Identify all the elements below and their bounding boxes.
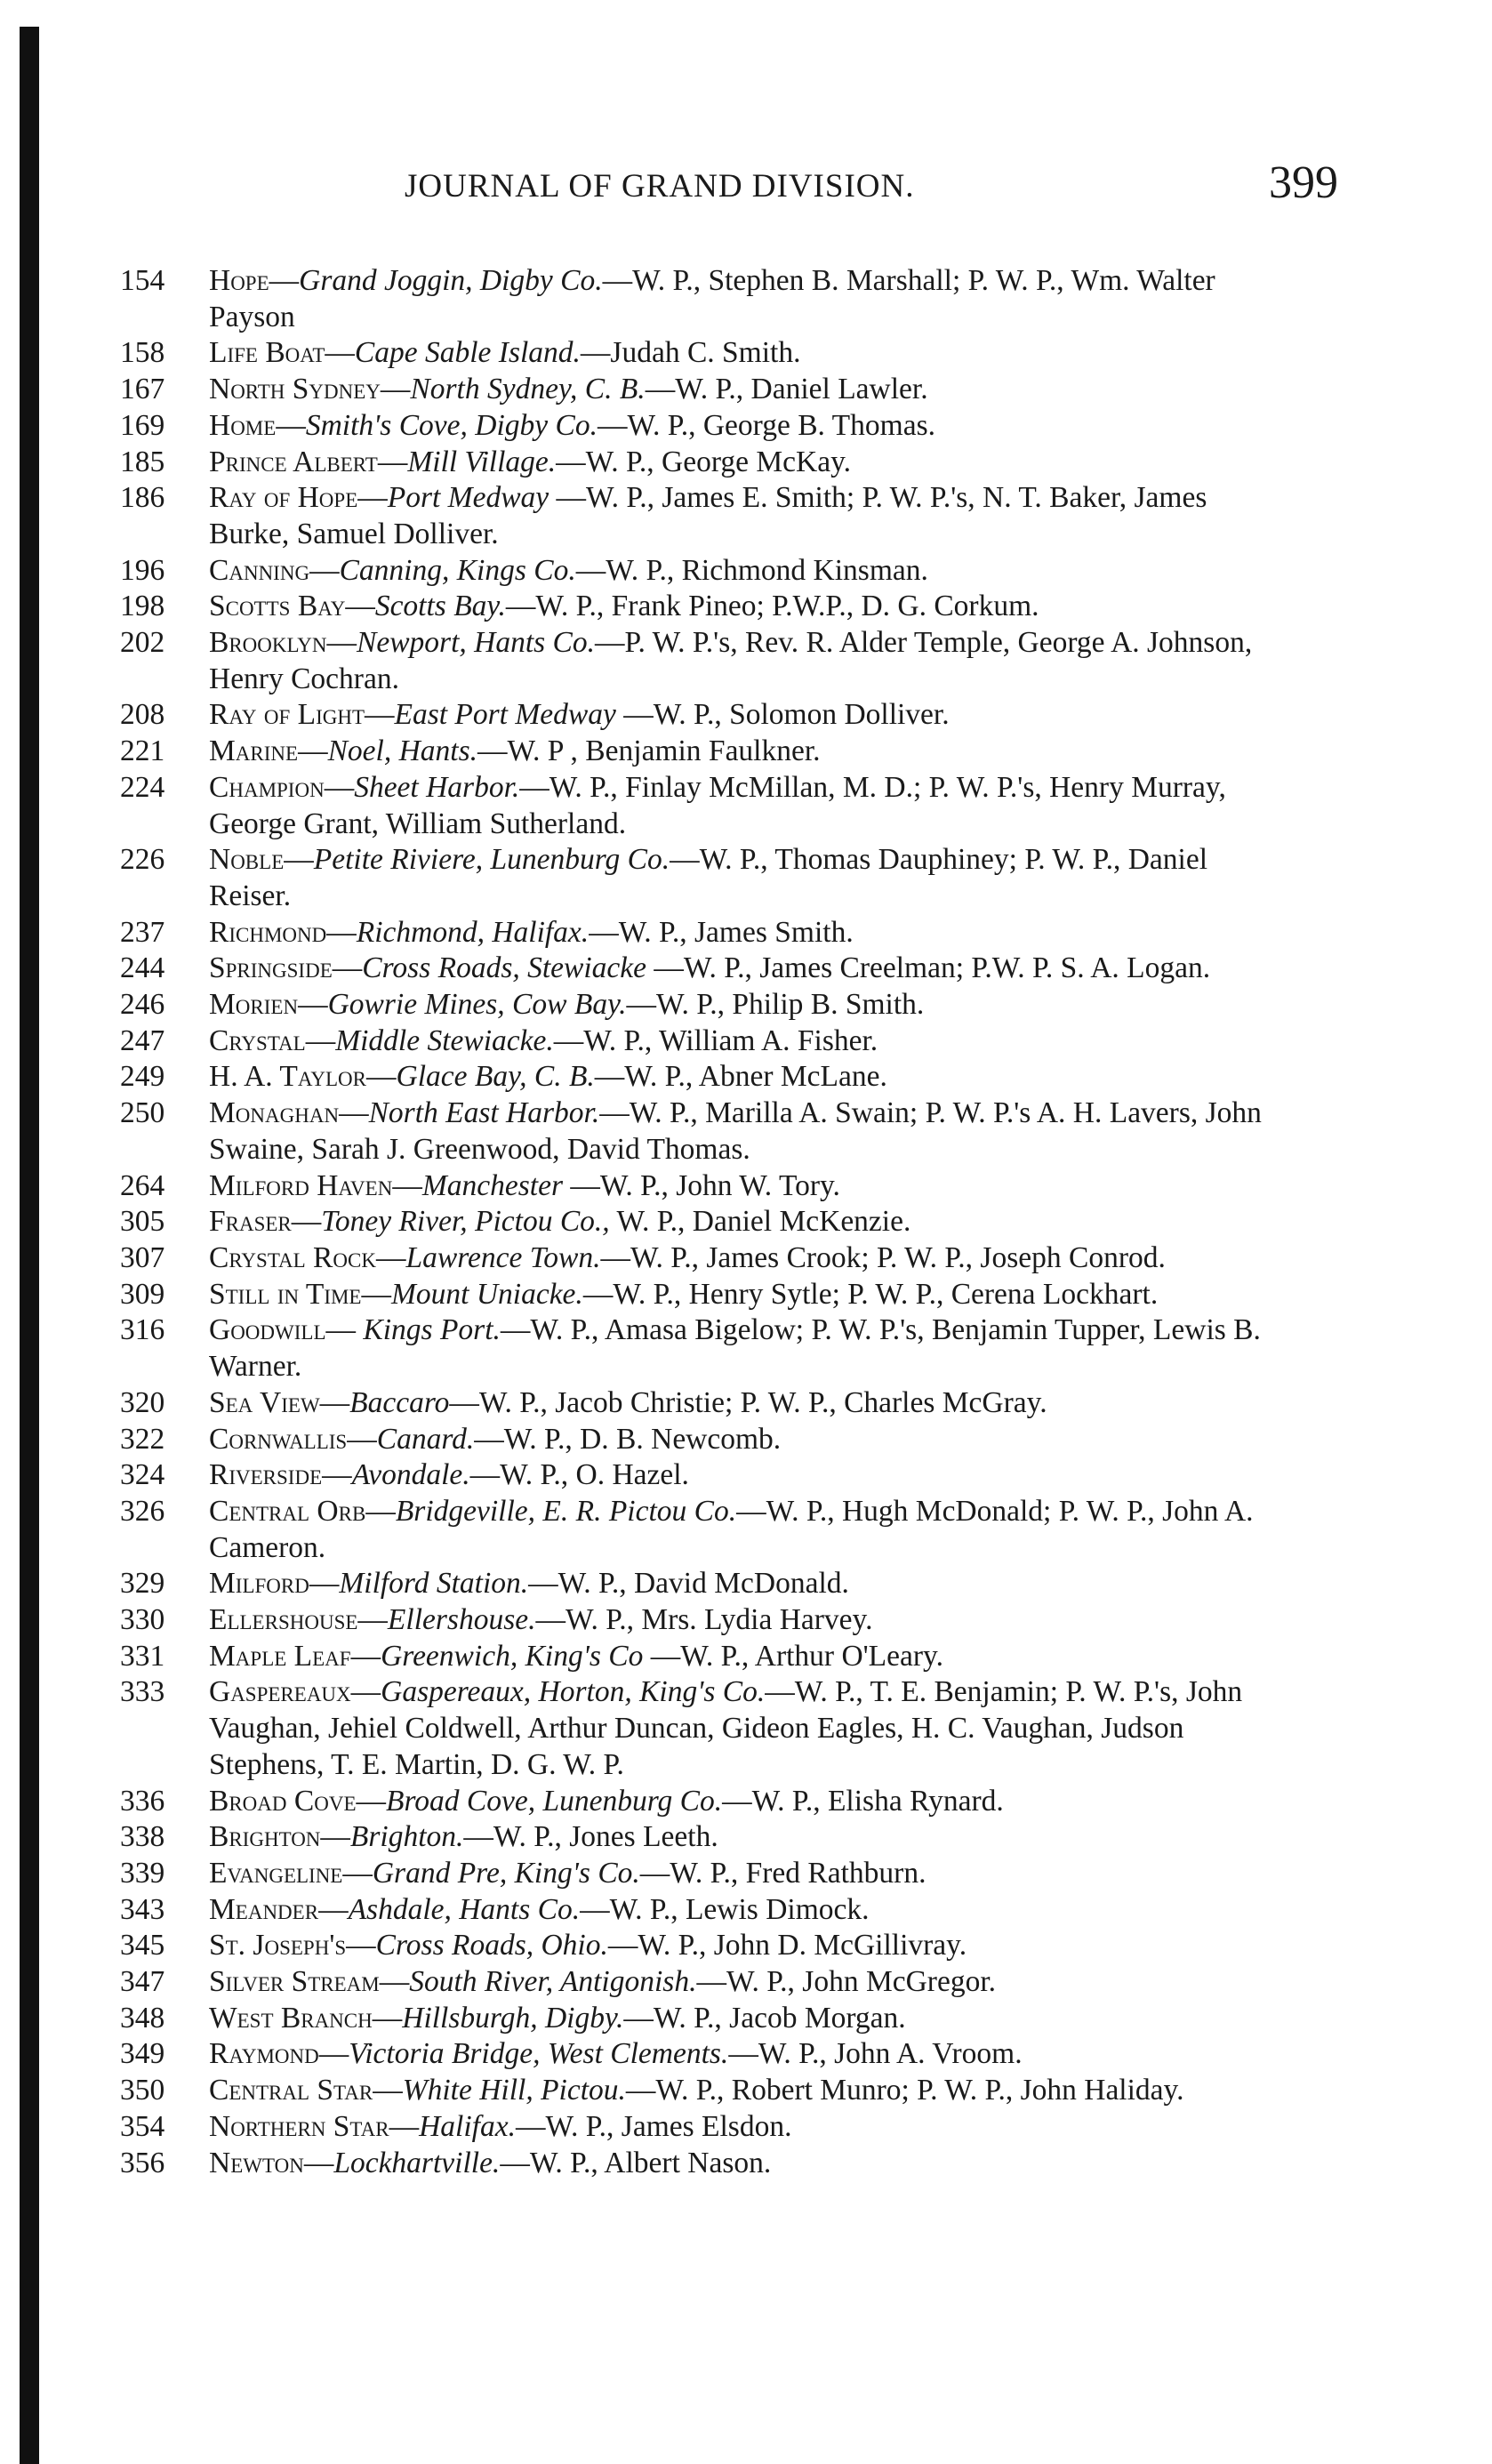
lodge-location: South River, Antigonish. (409, 1965, 697, 1999)
lodge-officers: —W. P., Finlay McMillan, M. D.; P. W. P.'s, Henry Murray, George Grant, William Sutherland. (209, 770, 1226, 840)
lodge-number: 331 (120, 1639, 165, 1673)
lodge-entry: 186 Ray of Hope—Port Medway —W. P., James E. Smith; P. W. P.'s, N. T. Baker, James Burke, Samuel Dolliver. (120, 481, 1207, 550)
lodge-entry: 250 Monaghan—North East Harbor.—W. P., Marilla A. Swain; P. W. P.'s A. H. Lavers, John Swaine, Sarah J. Greenwood, David Thomas. (120, 1096, 1262, 1166)
lodge-entry: 224 Champion—Sheet Harbor.—W. P., Finlay McMillan, M. D.; P. W. P.'s, Henry Murray, George Grant, William Sutherland. (120, 770, 1226, 840)
lodge-officers: —W. P., James Smith. (589, 915, 854, 949)
lodge-name: Raymond (209, 2037, 319, 2071)
lodge-entry: 324 Riverside—Avondale.—W. P., O. Hazel. (120, 1457, 1294, 1494)
lodge-name: Milford (209, 1567, 309, 1601)
lodge-name: St. Joseph's (209, 1929, 347, 1962)
lodge-officers: —W. P., Albert Nason. (500, 2146, 772, 2179)
lodge-name: Central Star (209, 2074, 373, 2107)
lodge-officers: —W. P., George McKay. (556, 445, 852, 478)
lodge-entry: 350 Central Star—White Hill, Pictou.—W. P., Robert Munro; P. W. P., John Haliday. (120, 2073, 1294, 2109)
lodge-entry: 185 Prince Albert—Mill Village.—W. P., George McKay. (120, 445, 1294, 481)
lodge-location: Lawrence Town. (405, 1240, 601, 1274)
lodge-number: 185 (120, 445, 165, 478)
lodge-officers: —W. P., Stephen B. Marshall; P. W. P., Wm. Walter Payson (209, 264, 1215, 333)
lodge-officers: —W. P., Jones Leeth. (463, 1820, 718, 1854)
lodge-officers: —W. P., Daniel Lawler. (645, 373, 928, 406)
lodge-entry: 330 Ellershouse—Ellershouse.—W. P., Mrs. Lydia Harvey. (120, 1602, 1294, 1639)
lodge-officers: —W. P., William A. Fisher. (553, 1023, 878, 1057)
lodge-entry: 354 Northern Star—Halifax.—W. P., James Elsdon. (120, 2109, 1294, 2146)
lodge-location: Cape Sable Island. (354, 336, 581, 370)
lodge-officers: —W. P., John McGregor. (696, 1965, 997, 1999)
lodge-name: Ellershouse (209, 1603, 358, 1637)
lodge-entry: 226 Noble—Petite Riviere, Lunenburg Co.—W. P., Thomas Dauphiney; P. W. P., Daniel Reiser. (120, 843, 1208, 912)
lodge-entry: 331 Maple Leaf—Greenwich, King's Co —W. P., Arthur O'Leary. (120, 1639, 1294, 1675)
lodge-name: Hope (209, 264, 269, 297)
lodge-number: 338 (120, 1820, 165, 1854)
lodge-entry: 221 Marine—Noel, Hants.—W. P , Benjamin Faulkner. (120, 734, 1294, 770)
lodge-entry: 329 Milford—Milford Station.—W. P., David McDonald. (120, 1566, 1294, 1602)
lodge-location: East Port Medway (394, 698, 616, 732)
lodge-name: Meander (209, 1892, 319, 1926)
lodge-entry: 336 Broad Cove—Broad Cove, Lunenburg Co.—W. P., Elisha Rynard. (120, 1784, 1294, 1820)
lodge-officers: —W. P., Amasa Bigelow; P. W. P.'s, Benjamin Tupper, Lewis B. Warner. (209, 1313, 1261, 1384)
lodge-number: 324 (120, 1458, 165, 1492)
lodge-name: Milford Haven (209, 1168, 393, 1202)
lodge-number: 330 (120, 1603, 165, 1637)
lodge-location: Newport, Hants Co. (356, 626, 596, 660)
lodge-location: White Hill, Pictou. (402, 2074, 626, 2107)
lodge-location: Mount Uniacke. (390, 1277, 583, 1311)
lodge-location: Broad Cove, Lunenburg Co. (386, 1784, 723, 1818)
lodge-location: Brighton. (349, 1820, 464, 1854)
lodge-officers: —W. P., Lewis Dimock. (580, 1892, 870, 1926)
lodge-officers: —W. P., Elisha Rynard. (722, 1784, 1004, 1818)
lodge-number: 221 (120, 734, 165, 768)
lodge-location: Noel, Hants. (327, 734, 477, 768)
lodge-location: Bridgeville, E. R. Pictou Co. (395, 1494, 737, 1528)
lodge-name: Crystal Rock (209, 1240, 376, 1274)
lodge-number: 309 (120, 1277, 165, 1311)
lodge-entry: 305 Fraser—Toney River, Pictou Co., W. P., Daniel McKenzie. (120, 1204, 1294, 1240)
lodge-name: Silver Stream (209, 1965, 380, 1999)
lodge-officers: —W. P., T. E. Benjamin; P. W. P.'s, John Vaughan, Jehiel Coldwell, Arthur Duncan, Gideon Eagles, H. C. Vaughan, Judson Stephens, T. E. Martin, D. G. W. P. (209, 1675, 1243, 1781)
lodge-number: 202 (120, 626, 165, 660)
lodge-officers: —W. P., Philip B. Smith. (626, 988, 925, 1022)
lodge-name: Home (209, 408, 277, 442)
lodge-number: 348 (120, 2001, 165, 2035)
lodge-number: 244 (120, 951, 165, 985)
lodge-number: 224 (120, 770, 165, 804)
lodge-number: 343 (120, 1892, 165, 1926)
lodge-location: Greenwich, King's Co (381, 1639, 644, 1673)
lodge-number: 198 (120, 590, 165, 623)
lodge-entry: 196 Canning—Canning, Kings Co.—W. P., Richmond Kinsman. (120, 553, 1294, 590)
lodge-number: 320 (120, 1385, 165, 1419)
lodge-entry: 198 Scotts Bay—Scotts Bay.—W. P., Frank Pineo; P.W.P., D. G. Corkum. (120, 589, 1294, 625)
lodge-name: Maple Leaf (209, 1639, 351, 1673)
page-number: 399 (1269, 157, 1338, 208)
lodge-location: Cross Roads, Ohio. (375, 1929, 608, 1962)
lodge-entry: 307 Crystal Rock—Lawrence Town.—W. P., James Crook; P. W. P., Joseph Conrod. (120, 1240, 1294, 1277)
lodge-location: Lockhartville. (333, 2146, 501, 2179)
lodge-location: Gowrie Mines, Cow Bay. (327, 988, 627, 1022)
lodge-number: 339 (120, 1856, 165, 1890)
lodge-number: 237 (120, 915, 165, 949)
lodge-location: Cross Roads, Stewiacke (362, 951, 647, 985)
lodge-number: 345 (120, 1929, 165, 1962)
lodge-number: 208 (120, 698, 165, 732)
lodge-number: 354 (120, 2109, 165, 2143)
lodge-number: 305 (120, 1205, 165, 1239)
lodge-entry: 347 Silver Stream—South River, Antigonish.—W. P., John McGregor. (120, 1964, 1294, 2001)
lodge-location: Victoria Bridge, West Clements. (349, 2037, 729, 2071)
lodge-entry: 348 West Branch—Hillsburgh, Digby.—W. P., Jacob Morgan. (120, 2001, 1294, 2037)
lodge-entry: 244 Springside—Cross Roads, Stewiacke —W. P., James Creelman; P.W. P. S. A. Logan. (120, 951, 1294, 987)
lodge-officers: W. P., Daniel McKenzie. (609, 1205, 911, 1239)
lodge-name: Springside (209, 951, 333, 985)
lodge-name: Marine (209, 734, 299, 768)
lodge-officers: —W. P , Benjamin Faulkner. (477, 734, 821, 768)
lodge-number: 322 (120, 1422, 165, 1456)
lodge-officers: —P. W. P.'s, Rev. R. Alder Temple, George A. Johnson, Henry Cochran. (209, 626, 1253, 695)
lodge-entry: 249 H. A. Taylor—Glace Bay, C. B.—W. P., Abner McLane. (120, 1059, 1294, 1096)
lodge-entry: 246 Morien—Gowrie Mines, Cow Bay.—W. P., Philip B. Smith. (120, 987, 1294, 1023)
lodge-name: Crystal (209, 1023, 306, 1057)
lodge-location: Toney River, Pictou Co., (321, 1205, 610, 1239)
lodge-number: 264 (120, 1168, 165, 1202)
lodge-officers: —W. P., Mrs. Lydia Harvey. (535, 1603, 873, 1637)
lodge-name: Life Boat (209, 336, 325, 370)
lodge-number: 186 (120, 481, 165, 515)
page-edge-bar (20, 27, 39, 2464)
lodge-officers: —W. P., Thomas Dauphiney; P. W. P., Daniel Reiser. (209, 843, 1208, 912)
lodge-entry: 247 Crystal—Middle Stewiacke.—W. P., William A. Fisher. (120, 1023, 1294, 1060)
lodge-entry: 264 Milford Haven—Manchester —W. P., John W. Tory. (120, 1168, 1294, 1205)
lodge-officers: —W. P., Arthur O'Leary. (643, 1639, 943, 1673)
lodge-name: Evangeline (209, 1856, 343, 1890)
lodge-entry: 326 Central Orb—Bridgeville, E. R. Pictou Co.—W. P., Hugh McDonald; P. W. P., John A. Cameron. (120, 1494, 1254, 1564)
lodge-name: H. A. Taylor (209, 1060, 367, 1094)
lodge-entry: 338 Brighton—Brighton.—W. P., Jones Leeth. (120, 1819, 1294, 1856)
lodge-name: Central Orb (209, 1494, 366, 1528)
lodge-location: Mill Village. (407, 445, 557, 478)
lodge-name: Newton (209, 2146, 304, 2179)
lodge-name: Fraser (209, 1205, 292, 1239)
lodge-officers: —W. P., Solomon Dolliver. (615, 698, 950, 732)
lodge-entry: 339 Evangeline—Grand Pre, King's Co.—W. P., Fred Rathburn. (120, 1856, 1294, 1892)
lodge-entry: 169 Home—Smith's Cove, Digby Co.—W. P., George B. Thomas. (120, 408, 1294, 445)
lodge-name: Still in Time (209, 1277, 362, 1311)
lodge-name: Monaghan (209, 1096, 340, 1130)
lodge-officers: —W. P., D. B. Newcomb. (474, 1422, 782, 1456)
lodge-location: Smith's Cove, Digby Co. (305, 408, 598, 442)
lodge-name: Prince Albert (209, 445, 378, 478)
lodge-location: Kings Port. (356, 1313, 501, 1347)
lodge-number: 196 (120, 553, 165, 587)
lodge-number: 226 (120, 843, 165, 877)
lodge-location: Manchester (421, 1168, 563, 1202)
lodge-number: 316 (120, 1313, 165, 1347)
lodge-entry: 320 Sea View—Baccaro—W. P., Jacob Christie; P. W. P., Charles McGray. (120, 1385, 1294, 1422)
lodge-location: Glace Bay, C. B. (396, 1060, 595, 1094)
lodge-name: Northern Star (209, 2109, 389, 2143)
lodge-officers: —W. P., David McDonald. (528, 1567, 849, 1601)
lodge-location: Milford Station. (339, 1567, 529, 1601)
lodge-location: Port Medway (387, 481, 549, 515)
lodge-officers: —W. P., John A. Vroom. (728, 2037, 1023, 2071)
lodge-name: Ray of Hope (209, 481, 358, 515)
lodge-location: Halifax. (419, 2109, 516, 2143)
lodge-number: 307 (120, 1240, 165, 1274)
lodge-location: Baccaro (349, 1385, 450, 1419)
lodge-entry: 333 Gaspereaux—Gaspereaux, Horton, King's Co.—W. P., T. E. Benjamin; P. W. P.'s, John Vaughan, Jehiel Coldwell, Arthur Duncan, Gideon Eagles, H. C. Vaughan, Judson Stephens, T. E. Martin, D. G. W. P. (120, 1675, 1243, 1781)
lodge-entry: 208 Ray of Light—East Port Medway —W. P., Solomon Dolliver. (120, 697, 1294, 734)
lodge-officers: —Judah C. Smith. (580, 336, 801, 370)
lodge-number: 349 (120, 2037, 165, 2071)
lodge-officers: —W. P., John D. McGillivray. (607, 1929, 967, 1962)
lodge-officers: —W. P., Jacob Morgan. (623, 2001, 906, 2035)
lodge-officers: —W. P., Richmond Kinsman. (575, 553, 928, 587)
lodge-name: West Branch (209, 2001, 373, 2035)
lodge-name: Goodwill (209, 1313, 326, 1347)
page-header (405, 157, 1338, 221)
lodge-entry: 309 Still in Time—Mount Uniacke.—W. P., Henry Sytle; P. W. P., Cerena Lockhart. (120, 1277, 1294, 1313)
lodge-officers: —W. P., James Creelman; P.W. P. S. A. Logan. (646, 951, 1211, 985)
lodge-number: 154 (120, 264, 165, 297)
lodge-number: 249 (120, 1060, 165, 1094)
lodge-name: Brooklyn (209, 626, 327, 660)
lodge-officers: —W. P., James Crook; P. W. P., Joseph Conrod. (600, 1240, 1166, 1274)
lodge-number: 169 (120, 408, 165, 442)
lodge-officers: —W. P., James Elsdon. (515, 2109, 792, 2143)
lodge-name: Cornwallis (209, 1422, 348, 1456)
lodge-entry: 356 Newton—Lockhartville.—W. P., Albert Nason. (120, 2146, 1294, 2182)
lodge-number: 167 (120, 373, 165, 406)
lodge-location: Grand Pre, King's Co. (372, 1856, 640, 1890)
lodge-officers: —W. P., Abner McLane. (594, 1060, 887, 1094)
lodge-location: Middle Stewiacke. (335, 1023, 554, 1057)
lodge-number: 158 (120, 336, 165, 370)
lodge-name: Champion (209, 770, 325, 804)
lodge-name: Gaspereaux (209, 1675, 351, 1709)
lodge-name: Scotts Bay (209, 590, 346, 623)
lodge-location: North Sydney, C. B. (410, 373, 646, 406)
lodge-number: 350 (120, 2074, 165, 2107)
lodge-entry: 349 Raymond—Victoria Bridge, West Clements.—W. P., John A. Vroom. (120, 2036, 1294, 2073)
page-title: JOURNAL OF GRAND DIVISION. (405, 168, 915, 205)
lodge-officers: —W. P., Robert Munro; P. W. P., John Haliday. (625, 2074, 1184, 2107)
lodge-number: 246 (120, 988, 165, 1022)
lodge-number: 356 (120, 2146, 165, 2179)
lodge-name: Ray of Light (209, 698, 365, 732)
lodge-name: Morien (209, 988, 299, 1022)
lodge-number: 333 (120, 1675, 165, 1709)
lodge-number: 326 (120, 1494, 165, 1528)
lodge-entry: 167 North Sydney—North Sydney, C. B.—W. P., Daniel Lawler. (120, 372, 1294, 408)
lodge-number: 329 (120, 1567, 165, 1601)
lodge-officers: —W. P., Fred Rathburn. (639, 1856, 926, 1890)
lodge-entry: 345 St. Joseph's—Cross Roads, Ohio.—W. P., John D. McGillivray. (120, 1928, 1294, 1964)
lodge-officers: —W. P., Frank Pineo; P.W.P., D. G. Corkum. (505, 590, 1039, 623)
lodge-location: Ashdale, Hants Co. (348, 1892, 581, 1926)
lodge-number: 247 (120, 1023, 165, 1057)
lodge-location: North East Harbor. (368, 1096, 600, 1130)
lodge-location: Canning, Kings Co. (339, 553, 576, 587)
lodge-entry: 316 Goodwill— Kings Port.—W. P., Amasa Bigelow; P. W. P.'s, Benjamin Tupper, Lewis B. Warner. (120, 1313, 1261, 1384)
lodge-entry: 158 Life Boat—Cape Sable Island.—Judah C. Smith. (120, 335, 1294, 372)
lodge-officers: —W. P., John W. Tory. (563, 1168, 840, 1202)
lodge-entry: 202 Brooklyn—Newport, Hants Co.—P. W. P.'s, Rev. R. Alder Temple, George A. Johnson, Henry Cochran. (120, 626, 1253, 695)
lodge-officers: —W. P., James E. Smith; P. W. P.'s, N. T. Baker, James Burke, Samuel Dolliver. (209, 481, 1207, 550)
lodge-name: Canning (209, 553, 310, 587)
lodge-location: Petite Riviere, Lunenburg Co. (313, 843, 670, 877)
lodge-entry: 154 Hope—Grand Joggin, Digby Co.—W. P., Stephen B. Marshall; P. W. P., Wm. Walter Payson (120, 264, 1215, 333)
lodge-name: Richmond (209, 915, 327, 949)
lodge-officers: —W. P., George B. Thomas. (598, 408, 935, 442)
lodge-location: Hillsburgh, Digby. (402, 2001, 624, 2035)
lodge-name: Sea View (209, 1385, 320, 1419)
lodge-location: Avondale. (351, 1458, 470, 1492)
lodge-name: Brighton (209, 1820, 321, 1854)
lodge-location: Richmond, Halifax. (356, 915, 590, 949)
lodge-officers: —W. P., Hugh McDonald; P. W. P., John A. Cameron. (209, 1494, 1254, 1564)
lodge-number: 336 (120, 1784, 165, 1818)
lodge-list (120, 263, 1294, 2181)
lodge-location: Scotts Bay. (374, 590, 506, 623)
lodge-officers: —W. P., O. Hazel. (469, 1458, 689, 1492)
lodge-entry: 343 Meander—Ashdale, Hants Co.—W. P., Lewis Dimock. (120, 1892, 1294, 1929)
lodge-officers: —W. P., Jacob Christie; P. W. P., Charles McGray. (449, 1385, 1047, 1419)
lodge-entry: 322 Cornwallis—Canard.—W. P., D. B. Newcomb. (120, 1422, 1294, 1458)
lodge-name: Noble (209, 843, 285, 877)
lodge-location: Gaspereaux, Horton, King's Co. (381, 1675, 766, 1709)
lodge-name: North Sydney (209, 373, 381, 406)
lodge-number: 347 (120, 1965, 165, 1999)
lodge-name: Riverside (209, 1458, 323, 1492)
lodge-name: Broad Cove (209, 1784, 357, 1818)
lodge-number: 250 (120, 1096, 165, 1130)
lodge-location: Canard. (376, 1422, 475, 1456)
lodge-location: Sheet Harbor. (354, 770, 520, 804)
lodge-location: Ellershouse. (387, 1603, 536, 1637)
lodge-officers: —W. P., Marilla A. Swain; P. W. P.'s A. H. Lavers, John Swaine, Sarah J. Greenwood, David Thomas. (209, 1096, 1262, 1166)
lodge-location: Grand Joggin, Digby Co. (299, 264, 603, 297)
lodge-officers: —W. P., Henry Sytle; P. W. P., Cerena Lockhart. (582, 1277, 1159, 1311)
lodge-entry: 237 Richmond—Richmond, Halifax.—W. P., James Smith. (120, 915, 1294, 951)
